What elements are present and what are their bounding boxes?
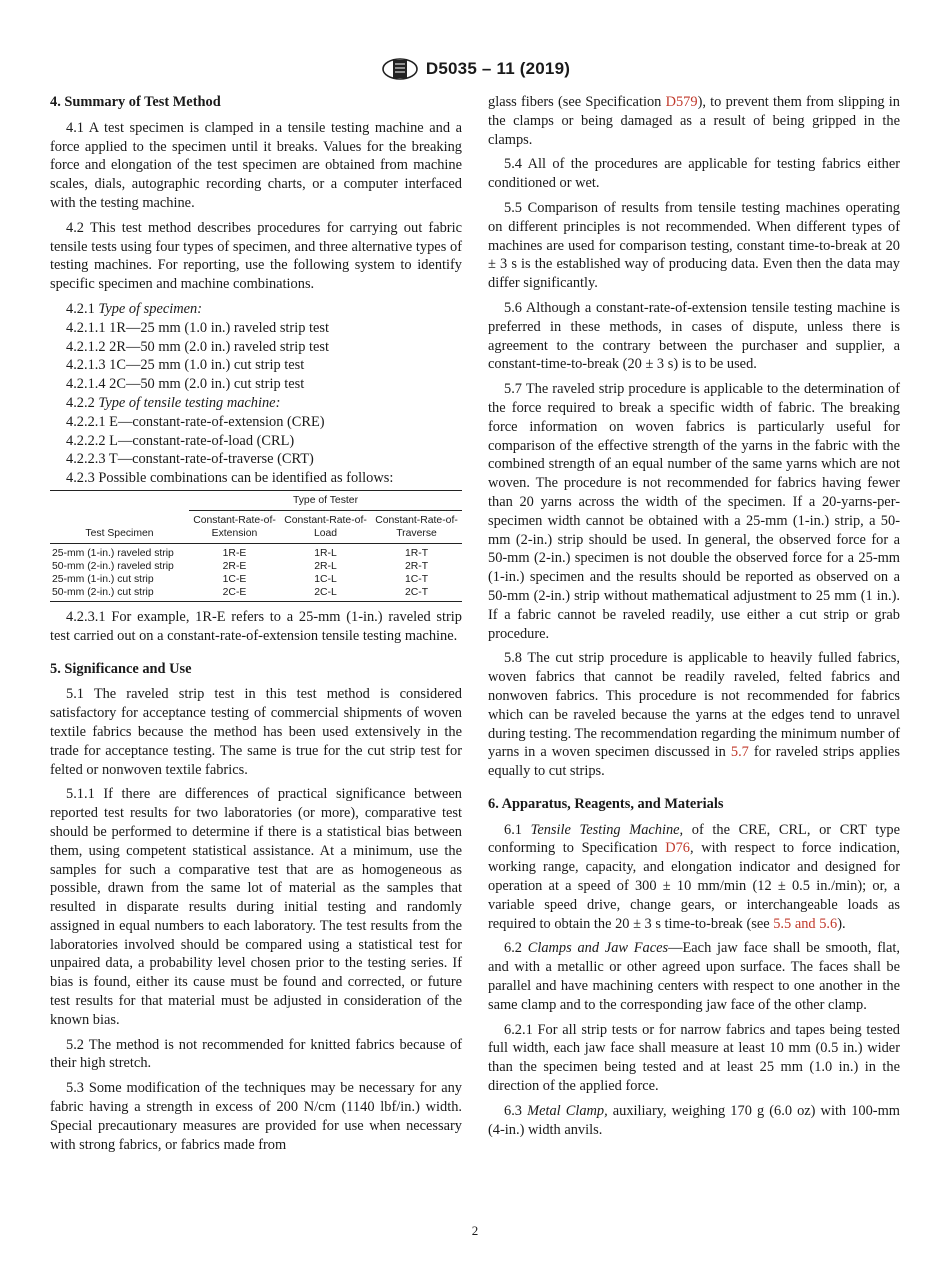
page-header: [0, 56, 950, 87]
col-header-traverse: Constant-Rate-of-Traverse: [375, 514, 458, 539]
test-specimen-header: Test Specimen: [85, 527, 154, 539]
col-header-extension: Constant-Rate-of-Extension: [193, 514, 276, 539]
ref-link-5-7[interactable]: 5.7: [730, 744, 749, 761]
table-cell: 2C-E: [222, 586, 247, 598]
ref-link-d76[interactable]: D76: [665, 840, 690, 857]
table-cell: 1C-L: [314, 573, 337, 585]
right-column: [488, 93, 900, 1145]
combinations-table: [50, 490, 462, 602]
paragraph-6-2-1: 6.2.1 For all strip tests or for narrow fabrics and tapes being tested full width, each jaw face shall measure at least 10 mm (0.5 in.) wider than the specimen being tested and at least 25 mm (1.0 in.) in the direction of the applied force.: [488, 1021, 900, 1095]
col-header-load: Constant-Rate-of-Load: [284, 514, 367, 539]
table-cell-specimen: 25-mm (1-in.) cut strip: [52, 573, 154, 585]
paragraph-4-2-3-1: 4.2.3.1 For example, 1R-E refers to a 25-mm (1-in.) raveled strip test carried out on a constant-rate-of-extension tensile testing machine.: [50, 608, 462, 644]
paragraph-5-4: 5.4 All of the procedures are applicable for testing fabrics either conditioned or wet.: [488, 156, 900, 192]
paragraph-4-2-1-2: 4.2.1.2 2R—50 mm (2.0 in.) raveled strip test: [66, 338, 329, 355]
paragraph-5-1-1: 5.1.1 If there are differences of practical significance between reported test results for two laboratories (or more), comparative test should be performed to determine if there is a statistical bias between them, using competent statistical assistance. At a minimum, use the samples for such a comparative test that are as homogeneous as possible, drawn from the same lot of material as the samples that resulted in disparate results during initial testing and randomly assigned in equal numbers to each laboratory. The test results from the laboratories involved should be compared using a statistical test for unpaired data, a probability level chosen prior to the testing series. If bias is found, either its cause must be found and corrected, or future test results for that material must be adjusted in consideration of the known bias.: [50, 786, 462, 1028]
standard-designation: D5035 – 11 (2019): [425, 59, 571, 78]
table-cell: 1C-T: [404, 573, 429, 585]
table-cell: 2R-E: [222, 560, 247, 572]
ref-link-d579[interactable]: D579: [665, 94, 698, 110]
left-column: [50, 93, 462, 1160]
paragraph-5-6: 5.6 Although a constant-rate-of-extension tensile testing machine is preferred in these methods, in cases of dispute, unless there is agreement to the contrary between the purchaser and supplier, a constant-time-to-break (20 ± 3 s) is to be used.: [488, 299, 900, 373]
paragraph-4-2-2-1: 4.2.2.1 E—constant-rate-of-extension (CRE): [66, 413, 325, 430]
paragraph-5-5: 5.5 Comparison of results from tensile testing machines operating on different principles is not recommended. When different types of machines are used for comparison testing, constant time-to-break at 20 ± 3 s is the established way of producing data. Even then the data may differ significantly.: [488, 199, 900, 292]
paragraph-5-1: 5.1 The raveled strip test in this test method is considered satisfactory for acceptance testing of commercial shipments of woven textile fabrics because the method has been used extensively in the trade for acceptance testing. The same is true for the cut strip test for felted or nonwoven textile fabrics.: [50, 686, 462, 778]
paragraph-5-3: 5.3 Some modification of the techniques may be necessary for any fabric having a strength in excess of 200 N/cm (1140 lbf/in.) width. Special precautionary measures are provided for use when necessary with strong fabrics, or fabrics made from: [50, 1080, 462, 1153]
table-cell: 1C-E: [222, 573, 247, 585]
table-cell-specimen: 50-mm (2-in.) cut strip: [52, 586, 154, 598]
table-cell: 1R-T: [404, 547, 429, 559]
paragraph-5-8: 5.8 The cut strip procedure is applicable to heavily fulled fabrics, woven fabrics that cannot be readily raveled, felted fabrics and nonwoven fabrics. This procedure is not recommended for fabrics which can be raveled because the yarns at the edges tend to unravel during testing. The recommendation regarding the minimum number of yarns in a woven specimen discussed in 5.7 for raveled strips applies equally to cut strips.: [488, 650, 900, 780]
astm-logo-icon: [380, 56, 420, 82]
table-cell: 2R-L: [314, 560, 337, 572]
paragraph-4-2-3: 4.2.3 Possible combinations can be identified as follows:: [66, 470, 394, 487]
table-cell: 2C-L: [314, 586, 337, 598]
paragraph-4-2-2-3: 4.2.2.3 T—constant-rate-of-traverse (CRT): [66, 451, 314, 468]
paragraph-6-2: 6.2 Clamps and Jaw Faces—Each jaw face shall be smooth, flat, and with a metallic or other agreed upon surface. The faces shall be parallel and have machining centers with respect to one another in the same clamp and to the corresponding jaw face of the other clamp.: [488, 940, 900, 1013]
paragraph-4-2-1-4: 4.2.1.4 2C—50 mm (2.0 in.) cut strip test: [66, 376, 305, 393]
paragraph-4-2-2-2: 4.2.2.2 L—constant-rate-of-load (CRL): [66, 432, 295, 449]
paragraph-5-2: 5.2 The method is not recommended for knitted fabrics because of their high stretch.: [50, 1036, 462, 1072]
type-of-tester-header: Type of Tester: [189, 490, 462, 510]
table-row: [50, 560, 462, 573]
table-row: [50, 543, 462, 560]
table-row: [50, 573, 462, 586]
paragraph-6-3: 6.3 Metal Clamp, auxiliary, weighing 170 g (6.0 oz) with 100-mm (4-in.) width anvils.: [488, 1102, 900, 1138]
ref-link-5-5-and-5-6[interactable]: 5.5 and 5.6: [773, 915, 838, 932]
paragraph-4-2-1-3: 4.2.1.3 1C—25 mm (1.0 in.) cut strip test: [66, 357, 305, 374]
page-number: 2: [471, 1223, 479, 1238]
section-heading-6: 6. Apparatus, Reagents, and Materials: [488, 795, 724, 812]
paragraph-5-7: 5.7 The raveled strip procedure is applicable to the determination of the force required to break a specific width of fabric. The breaking force information on woven fabrics is particularly useful for comparison of the effective strength of the yarns in the fabric with the combined strength of an equal number of the same yarns which are not woven. The procedure is not recommended for fabrics having fewer than 20 yarns across the width of the specimen. If a 20-yarns-per-specimen width cannot be obtained with a 25-mm (1-in.) strip, a 50-mm (2-in.) strip should be used. In general, the observed force for a 50-mm (2-in.) specimen is not double the observed force for a 25-mm (1-in.) specimen and the results should be reported as observed on a 50-mm (2-in.) strip without mathematical adjustment to 25 mm (1 in.). If a fabric cannot be raveled readily, use either a cut strip or grab procedure.: [488, 381, 900, 642]
table-row: [50, 586, 462, 602]
paragraph-4-1: 4.1 A test specimen is clamped in a tensile testing machine and a force applied to the specimen until it breaks. Values for the breaking force and elongation of the test specimen are obtained from machine scales, dials, autographic recording charts, or a computer interfaced with the testing machine.: [50, 119, 462, 211]
table-cell-specimen: 25-mm (1-in.) raveled strip: [52, 547, 174, 559]
paragraph-4-2-1-1: 4.2.1.1 1R—25 mm (1.0 in.) raveled strip test: [66, 319, 329, 336]
paragraph-4-2-2: 4.2.2 Type of tensile testing machine:: [66, 394, 281, 411]
paragraph-4-2-1: 4.2.1 Type of specimen:: [66, 300, 203, 317]
table-cell-specimen: 50-mm (2-in.) raveled strip: [52, 560, 174, 572]
section-heading-5: 5. Significance and Use: [50, 660, 192, 677]
table-cell: 1R-L: [314, 547, 337, 559]
paragraph-6-1: 6.1 Tensile Testing Machine, of the CRE, CRL, or CRT type conforming to Specification D76, with respect to force indication, working range, capacity, and elongation indicator and designed for operation at a speed of 300 ± 10 mm/min (12 ± 0.5 in./min); or, a variable speed drive, change gears, or interchangeable loads as required to obtain the 20 ± 3 s time-to-break (see 5.5 and 5.6).: [488, 821, 901, 932]
table-cell: 2C-T: [404, 586, 429, 598]
section-heading-4: 4. Summary of Test Method: [50, 94, 221, 110]
table-cell: 1R-E: [222, 547, 247, 559]
paragraph-4-2: 4.2 This test method describes procedures for carrying out fabric tensile tests using four types of specimen, and three alternative types of testing machines. For reporting, use the following system to identify specific specimen and machine combinations.: [50, 219, 462, 293]
table-cell: 2R-T: [404, 560, 429, 572]
paragraph-5-3-continued: glass fibers (see Specification D579), to prevent them from slipping in the clamps or being damaged as a result of being gripped in the clamps.: [488, 94, 901, 148]
